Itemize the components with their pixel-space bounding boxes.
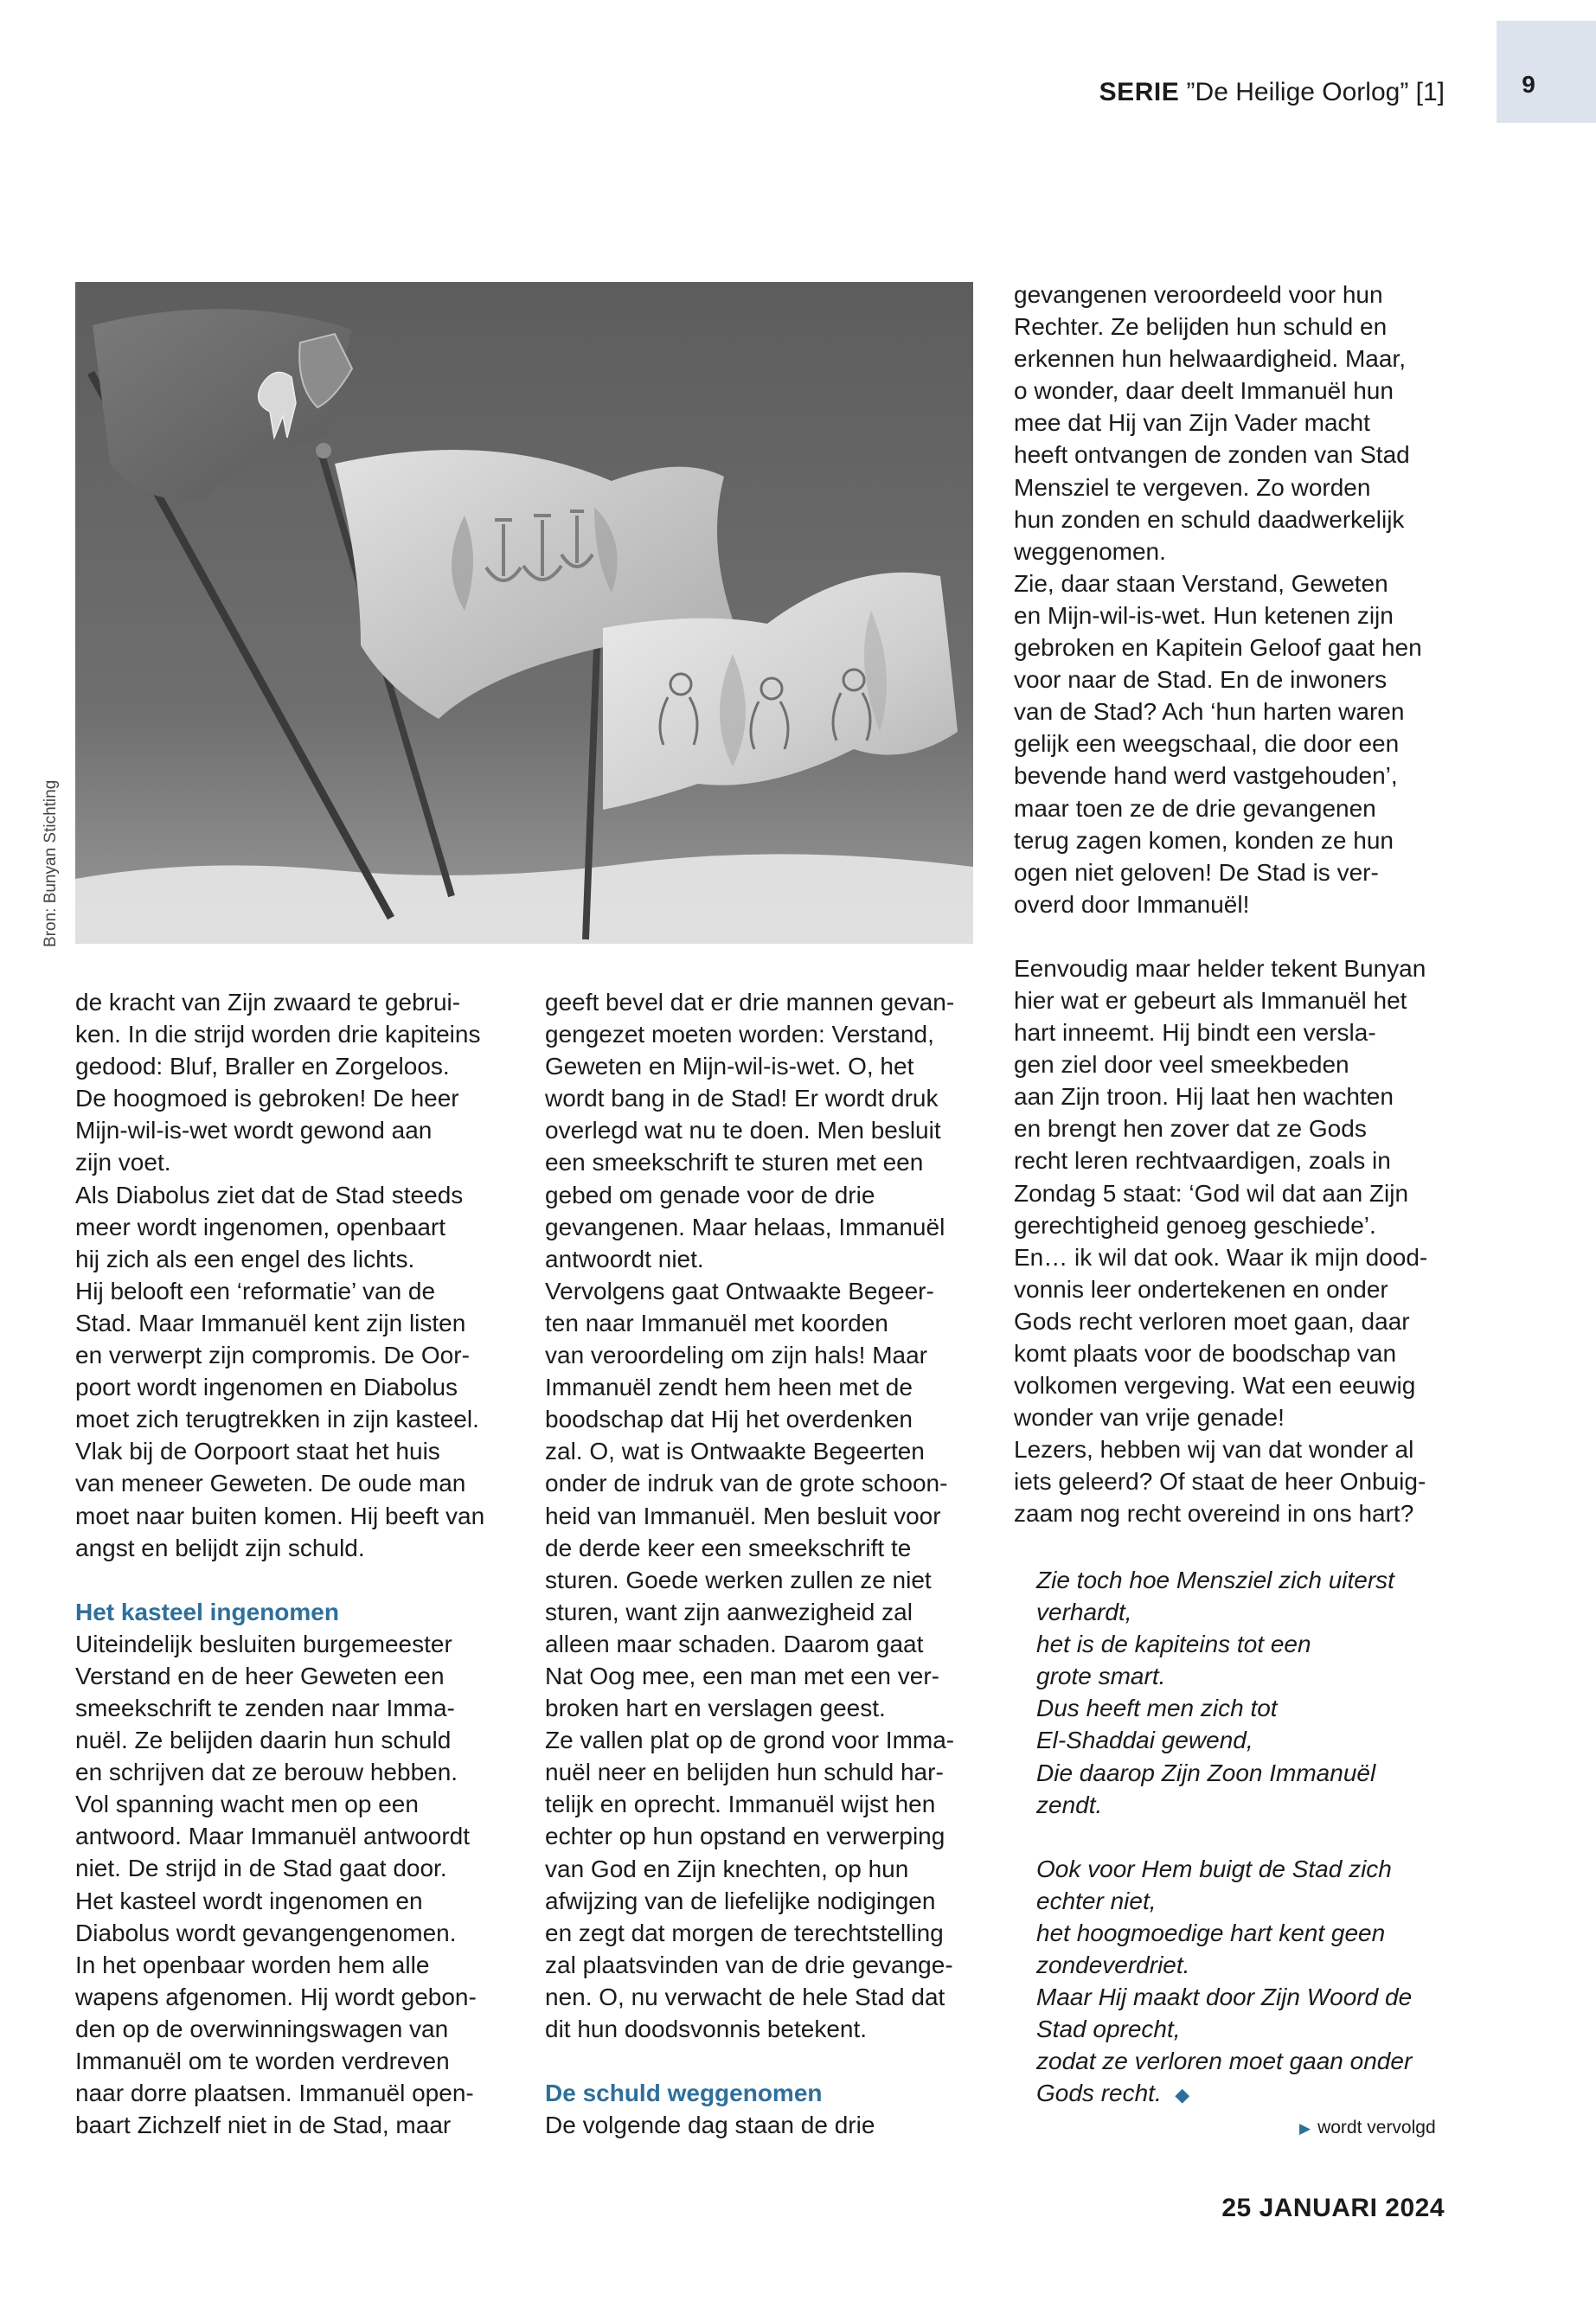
body-line: Stad. Maar Immanuël kent zijn listen <box>75 1309 466 1336</box>
body-line: weggenomen. <box>1014 537 1166 565</box>
body-line: smeekschrift te zenden naar Imma- <box>75 1694 455 1721</box>
body-line: hun zonden en schuld daadwerkelijk <box>1014 505 1405 533</box>
series-header <box>1099 78 1445 107</box>
body-line: volkomen vergeving. Wat een eeuwig <box>1014 1372 1416 1400</box>
body-line: sturen. Goede werken zullen ze niet <box>545 1566 932 1593</box>
body-line: Ze vallen plat op de grond voor Imma- <box>545 1727 955 1754</box>
body-line: iets geleerd? Of staat de heer Onbuig- <box>1014 1468 1426 1496</box>
column-1 <box>75 986 484 2141</box>
body-line: van veroordeling om zijn hals! Maar <box>545 1342 927 1369</box>
body-line: gebroken en Kapitein Geloof gaat hen <box>1014 634 1422 662</box>
body-line: poort wordt ingenomen en Diabolus <box>75 1374 458 1401</box>
body-line: zijn voet. <box>75 1149 171 1176</box>
body-line: aan Zijn troon. Hij laat hen wachten <box>1014 1083 1394 1111</box>
body-line: gevangenen. Maar helaas, Immanuël <box>545 1213 945 1240</box>
body-line: nen. O, nu verwacht de hele Stad dat <box>545 1983 945 2010</box>
body-line: Eenvoudig maar helder tekent Bunyan <box>1014 954 1426 982</box>
body-line: voor naar de Stad. En de inwoners <box>1014 666 1388 694</box>
body-line: afwijzing van de liefelijke nodigingen <box>545 1887 936 1914</box>
body-line: gelijk een weegschaal, die door een <box>1014 730 1400 758</box>
body-line: In het openbaar worden hem alle <box>75 1951 430 1978</box>
body-line: hart inneemt. Hij bindt een versla- <box>1014 1019 1376 1047</box>
poem-line: echter niet, <box>1036 1887 1157 1914</box>
body-line: hij zich als een engel des lichts. <box>75 1245 415 1272</box>
issue-date: 25 JANUARI 2024 <box>1221 2194 1445 2222</box>
flags-image <box>75 282 973 944</box>
body-line: en schrijven dat ze berouw hebben. <box>75 1759 458 1786</box>
body-line: overlegd wat nu te doen. Men besluit <box>545 1117 941 1144</box>
body-line: overd door Immanuël! <box>1014 890 1250 918</box>
poem-line: Gods recht. <box>1036 2080 1162 2107</box>
poem-line: Dus heeft men zich tot <box>1036 1695 1278 1722</box>
body-line: nuël neer en belijden hun schuld har- <box>545 1759 944 1786</box>
play-arrow-icon: ▶ <box>1299 2120 1311 2137</box>
body-line: De volgende dag staan de drie <box>545 2112 875 2139</box>
page-number: 9 <box>1522 71 1535 98</box>
subheading-kasteel: Het kasteel ingenomen <box>75 1598 339 1625</box>
body-line: ken. In die strijd worden drie kapiteins <box>75 1021 481 1048</box>
body-line: Rechter. Ze belijden hun schuld en <box>1014 313 1388 341</box>
body-line: komt plaats voor de boodschap van <box>1014 1340 1397 1367</box>
body-line: de kracht van Zijn zwaard te gebrui- <box>75 989 461 1016</box>
subheading-schuld: De schuld weggenomen <box>545 2080 823 2107</box>
body-line: maar toen ze de drie gevangenen <box>1014 794 1376 822</box>
body-line: En… ik wil dat ook. Waar ik mijn dood- <box>1014 1243 1428 1271</box>
body-line: Zondag 5 staat: ‘God wil dat aan Zijn <box>1014 1179 1409 1207</box>
body-line: wordt bang in de Stad! Er wordt druk <box>545 1085 939 1112</box>
body-line: Immanuël zendt hem heen met de <box>545 1374 913 1401</box>
body-line: angst en belijdt zijn schuld. <box>75 1534 365 1561</box>
body-line: niet. De strijd in de Stad gaat door. <box>75 1855 447 1882</box>
poem-line: Die daarop Zijn Zoon Immanuël <box>1036 1759 1376 1786</box>
flags-illustration <box>75 282 973 944</box>
poem-line: Stad oprecht, <box>1036 2016 1181 2043</box>
poem-line: Ook voor Hem buigt de Stad zich <box>1036 1855 1392 1882</box>
body-line: van de Stad? Ach ‘hun harten waren <box>1014 698 1405 726</box>
poem-line: het is de kapiteins tot een <box>1036 1631 1311 1658</box>
poem <box>1036 1564 1412 2112</box>
body-line: gevangenen veroordeeld voor hun <box>1014 281 1383 308</box>
body-line: nuël. Ze belijden daarin hun schuld <box>75 1727 452 1754</box>
continued-text: wordt vervolgd <box>1317 2118 1436 2138</box>
body-line: Vlak bij de Oorpoort staat het huis <box>75 1438 440 1465</box>
poem-last-line <box>1036 2077 1412 2111</box>
poem-line: grote smart. <box>1036 1663 1166 1690</box>
body-line: Zie, daar staan Verstand, Geweten <box>1014 569 1388 597</box>
body-line: echter op hun opstand en verwerping <box>545 1823 945 1850</box>
body-line: de derde keer een smeekschrift te <box>545 1534 912 1561</box>
body-line: Diabolus wordt gevangengenomen. <box>75 1919 457 1946</box>
body-line: broken hart en verslagen geest. <box>545 1695 886 1722</box>
body-line: Immanuël om te worden verdreven <box>75 2048 450 2074</box>
body-line: Uiteindelijk besluiten burgemeester <box>75 1630 452 1657</box>
body-line: alleen maar schaden. Daarom gaat <box>545 1630 924 1657</box>
body-line: hier wat er gebeurt als Immanuël het <box>1014 986 1407 1014</box>
body-line: gengezet moeten worden: Verstand, <box>545 1021 934 1048</box>
body-line: sturen, want zijn aanwezigheid zal <box>545 1598 913 1625</box>
body-line: De hoogmoed is gebroken! De heer <box>75 1085 459 1112</box>
body-line: Lezers, hebben wij van dat wonder al <box>1014 1436 1414 1464</box>
body-line: bevende hand werd vastgehouden’, <box>1014 762 1398 790</box>
body-line: gerechtigheid genoeg geschiede’. <box>1014 1211 1376 1239</box>
body-line: baart Zichzelf niet in de Stad, maar <box>75 2112 452 2139</box>
body-line: moet zich terugtrekken in zijn kasteel. <box>75 1406 479 1433</box>
body-line: wapens afgenomen. Hij wordt gebon- <box>75 1983 477 2010</box>
body-line: en verwerpt zijn compromis. De Oor- <box>75 1342 470 1369</box>
end-diamond-icon: ◆ <box>1175 2084 1190 2106</box>
body-line: heeft ontvangen de zonden van Stad <box>1014 441 1410 469</box>
body-line: recht leren rechtvaardigen, zoals in <box>1014 1147 1391 1175</box>
body-line: antwoordt niet. <box>545 1245 704 1272</box>
column-2 <box>545 986 954 2141</box>
body-line: Mensziel te vergeven. Zo worden <box>1014 473 1371 501</box>
series-title: ”De Heilige Oorlog” [1] <box>1186 78 1445 106</box>
body-line: en brengt hen zover dat ze Gods <box>1014 1115 1367 1143</box>
body-line: ogen niet geloven! De Stad is ver- <box>1014 858 1379 886</box>
body-line: en zegt dat morgen de terechtstelling <box>545 1919 944 1946</box>
body-line: boodschap dat Hij het overdenken <box>545 1406 913 1433</box>
body-line: dit hun doodsvonnis betekent. <box>545 2016 868 2042</box>
body-line: den op de overwinningswagen van <box>75 2015 449 2042</box>
poem-line: Maar Hij maakt door Zijn Woord de <box>1036 1984 1413 2011</box>
poem-line: El-Shaddai gewend, <box>1036 1727 1253 1754</box>
body-line: heid van Immanuël. Men besluit voor <box>545 1502 941 1529</box>
body-line: gebed om genade voor de drie <box>545 1181 875 1208</box>
column-3 <box>1014 279 1427 1530</box>
body-line: terug zagen komen, konden ze hun <box>1014 826 1394 854</box>
body-line: Vol spanning wacht men op een <box>75 1791 419 1818</box>
body-line: mee dat Hij van Zijn Vader macht <box>1014 409 1370 437</box>
body-line: Mijn-wil-is-wet wordt gewond aan <box>75 1117 433 1144</box>
body-line: moet naar buiten komen. Hij beeft van <box>75 1502 485 1529</box>
body-line: onder de indruk van de grote schoon- <box>545 1470 948 1497</box>
poem-line: zodat ze verloren moet gaan onder <box>1036 2048 1413 2075</box>
body-line: erkennen hun helwaardigheid. Maar, <box>1014 345 1406 373</box>
body-line: zal plaatsvinden van de drie gevange- <box>545 1951 953 1978</box>
poem-line: zondeverdriet. <box>1036 1952 1190 1979</box>
body-line: Het kasteel wordt ingenomen en <box>75 1887 423 1914</box>
body-line: antwoord. Maar Immanuël antwoordt <box>75 1823 470 1850</box>
body-line: Vervolgens gaat Ontwaakte Begeer- <box>545 1277 934 1304</box>
body-line: Als Diabolus ziet dat de Stad steeds <box>75 1181 464 1208</box>
body-line: o wonder, daar deelt Immanuël hun <box>1014 377 1394 405</box>
body-line: wonder van vrije genade! <box>1014 1404 1285 1432</box>
poem-line: verhardt, <box>1036 1599 1132 1626</box>
poem-line: Zie toch hoe Mensziel zich uiterst <box>1036 1567 1394 1593</box>
body-line: telijk en oprecht. Immanuël wijst hen <box>545 1791 936 1818</box>
body-line: meer wordt ingenomen, openbaart <box>75 1213 446 1240</box>
body-line: zal. O, wat is Ontwaakte Begeerten <box>545 1438 925 1465</box>
poem-line: zendt. <box>1036 1791 1103 1818</box>
body-line: van meneer Geweten. De oude man <box>75 1470 466 1497</box>
series-label: SERIE <box>1099 78 1180 106</box>
body-line: een smeekschrift te sturen met een <box>545 1149 924 1176</box>
body-line: vonnis leer ondertekenen en onder <box>1014 1275 1388 1303</box>
body-line: zaam nog recht overeind in ons hart? <box>1014 1500 1414 1528</box>
body-line: geeft bevel dat er drie mannen gevan- <box>545 989 955 1016</box>
body-line: Hij belooft een ‘reformatie’ van de <box>75 1277 436 1304</box>
body-line: Gods recht verloren moet gaan, daar <box>1014 1307 1410 1335</box>
continued-note <box>1299 2118 1436 2138</box>
body-line: naar dorre plaatsen. Immanuël open- <box>75 2080 474 2107</box>
body-line: Geweten en Mijn-wil-is-wet. O, het <box>545 1053 914 1080</box>
body-line: ten naar Immanuël met koorden <box>545 1309 888 1336</box>
body-line: gen ziel door veel smeekbeden <box>1014 1051 1349 1079</box>
body-line: gedood: Bluf, Braller en Zorgeloos. <box>75 1053 450 1080</box>
body-line: Verstand en de heer Geweten een <box>75 1662 445 1689</box>
body-line: Nat Oog mee, een man met een ver- <box>545 1662 939 1689</box>
body-line: van God en Zijn knechten, op hun <box>545 1855 909 1882</box>
image-credit: Bron: Bunyan Stichting <box>42 779 60 947</box>
body-line: en Mijn-wil-is-wet. Hun ketenen zijn <box>1014 601 1394 629</box>
poem-line: het hoogmoedige hart kent geen <box>1036 1919 1386 1946</box>
